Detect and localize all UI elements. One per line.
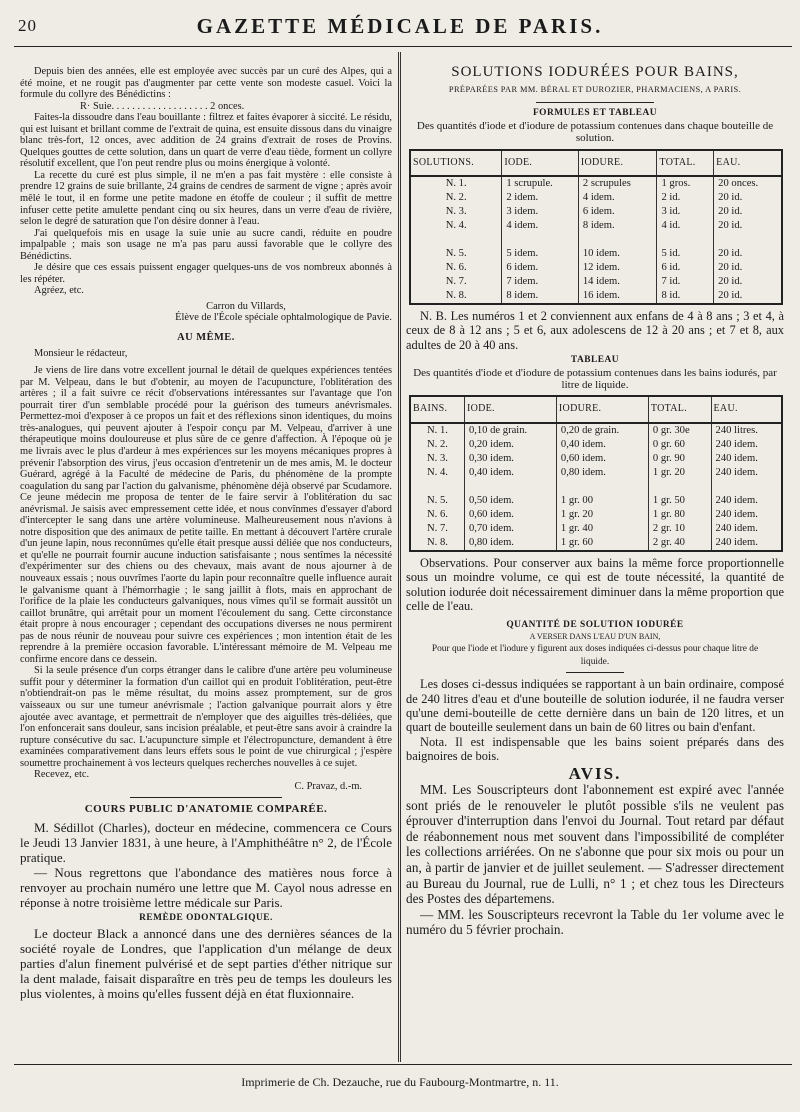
section-heading: COURS PUBLIC D'ANATOMIE COMPARÉE.: [84, 803, 328, 816]
column-header: IODURE.: [578, 150, 657, 176]
row-spacer: [410, 480, 782, 494]
table-cell: 240 idem.: [711, 494, 782, 508]
paragraph: Les doses ci-dessus indiquées se rapportant à un bain ordinaire, composé de 240 litres d'eau et d'une bouteille de solution iodurée, il ne faudra verser qu'une demi-bouteille de cette dernière dans un bain de 120 litres, et un quart de bouteille seulement dans un bain de 60 litres ou bain d'enfant.: [406, 677, 784, 735]
table-cell: N. 3.: [410, 452, 464, 466]
note: N. B. Les numéros 1 et 2 conviennent aux enfans de 4 à 8 ans ; 3 et 4, à ceux de 8 à 12 ans ; 5 et 6, aux adolescens de 12 à 20 ans ; et 7 et 8, aux adultes de 20 à 40 ans.: [406, 309, 784, 352]
column-header: IODE.: [464, 396, 556, 422]
paragraph: La recette du curé est plus simple, il ne m'en a pas fait mystère : elle consiste à prendre 12 grains de suie brillante, 24 grains de cendres de sarment de vigne ; après avoir mêlé le tout, il en forme une petite madone en étoffe de couleur ; il suffit de mettre infuser cette petite amulette pendant cinq ou six heures, dans un verre d'eau de rivière, selon le degré de saturation que l'on désire donner à l'eau.: [20, 169, 392, 228]
table-cell: 10 idem.: [578, 247, 657, 261]
paragraph: Je désire que ces essais puissent engager quelques-uns de vos nombreux abonnés à les répéter.: [20, 262, 392, 285]
table-cell: 0,60 idem.: [464, 508, 556, 522]
signature-title: Élève de l'École spéciale ophtalmologique de Pavie.: [175, 312, 392, 324]
table-solutions: [409, 149, 783, 305]
right-column: [406, 63, 784, 938]
table-row: [410, 423, 782, 438]
paragraph: Nota. Il est indispensable que les bains soient préparés dans des baignoires de bois.: [406, 734, 784, 764]
column-header: TOTAL.: [657, 150, 714, 176]
page-header: [0, 14, 800, 44]
paragraph: J'ai quelquefois mis en usage la suie unie au sucre candi, réduite en poudre impalpable ; mais son usage ne m'a pas paru aussi favorable que le collyre des Bénédictins.: [20, 227, 392, 262]
separator: [536, 102, 654, 103]
table-cell: 1 gr. 00: [556, 494, 648, 508]
table-cell: 1 gr. 50: [648, 494, 711, 508]
table-cell: 6 idem.: [502, 261, 579, 275]
table-row: [410, 536, 782, 551]
article-title: SOLUTIONS IODURÉES POUR BAINS,: [451, 64, 739, 80]
table-row: [410, 522, 782, 536]
table-cell: 4 id.: [657, 219, 714, 233]
table-row: [410, 205, 782, 219]
signature-name: C. Pravaz, d.-m.: [294, 780, 362, 792]
table-cell: 6 idem.: [578, 205, 657, 219]
table-cell: 3 idem.: [502, 205, 579, 219]
paragraph: Si la seule présence d'un corps étranger dans le calibre d'une artère peu volumineuse suffit pour y déterminer la formation d'un caillot qui en produit l'oblitération, peut-être n'obtiendrait-on pas le même résultat, du moins assez promptement, sur de gros vaisseaux ou sur une tumeur anévrismale ; l'action galvanique pourrait alors y être ajoutée avec avantage, et permettrait de n'employer que des aiguilles très-déliées, que l'on enfoncerait sans douleur, sans incision préalable, et peut-être sans avoir à craindre la rupture consécutive du sac. L'acupuncture simple et l'électropuncture, demandent à être examinées comparativement dans leurs effets sous le point de vue chirurgical ; j'espère soumettre prochainement à vos lecteurs quelques recherches nouvelles à ce sujet.: [20, 665, 392, 769]
printer-footer: Imprimerie de Ch. Dezauche, rue du Faubourg-Montmartre, n. 11.: [241, 1075, 559, 1089]
table-cell: 0,80 idem.: [464, 536, 556, 551]
signature-name: Carron du Villards,: [206, 300, 286, 312]
separator: [566, 672, 624, 673]
spacer-cell: [502, 233, 579, 247]
table-cell: N. 1.: [410, 176, 502, 191]
table-cell: 20 id.: [714, 261, 782, 275]
table-cell: 2 gr. 40: [648, 536, 711, 551]
table-row: [410, 289, 782, 304]
table-cell: 5 id.: [657, 247, 714, 261]
table-cell: 0,20 idem.: [464, 438, 556, 452]
table-cell: 1 gr. 20: [648, 466, 711, 480]
header-rule: [14, 46, 792, 47]
spacer-cell: [410, 480, 464, 494]
table-cell: 0 gr. 30e: [648, 423, 711, 438]
table-cell: 7 id.: [657, 275, 714, 289]
separator: [130, 797, 282, 798]
table-cell: 20 id.: [714, 219, 782, 233]
spacer-cell: [410, 233, 502, 247]
table-cell: 4 idem.: [502, 219, 579, 233]
left-column: [20, 66, 392, 1001]
column-header: EAU.: [711, 396, 782, 422]
column-divider: [398, 52, 401, 1062]
notice-paragraph: MM. Les Souscripteurs dont l'abonnement est expiré avec l'année sont priés de le renouveler le plutôt possible s'ils ne veulent pas éprouver d'interruption dans l'envoi du Journal. Tout retard par défaut de réabonnement nous met souvent dans l'impossibilité de compléter les collections arriérées. On ne s'abonne que pour six mois ou pour un an, à partir de janvier et de juillet seulement. — S'adresser directement au Bureau du Journal, rue de Lulli, n° 1 ; et chez tous les Directeurs des Postes des départemens.: [406, 781, 784, 907]
table-cell: 0,60 idem.: [556, 452, 648, 466]
subheading: Pour que l'iode et l'iodure y figurent aux doses indiquées ci-dessus pour chaque litre de liquide.: [431, 644, 759, 667]
table-cell: 0,80 idem.: [556, 466, 648, 480]
table-cell: 240 litres.: [711, 423, 782, 438]
table-cell: 240 idem.: [711, 508, 782, 522]
table-cell: 20 id.: [714, 247, 782, 261]
table-cell: 8 id.: [657, 289, 714, 304]
table-cell: 240 idem.: [711, 466, 782, 480]
table-row: [410, 494, 782, 508]
table-cell: 0 gr. 90: [648, 452, 711, 466]
table-cell: N. 3.: [410, 205, 502, 219]
table-row: [410, 508, 782, 522]
table-cell: N. 5.: [410, 494, 464, 508]
spacer-cell: [556, 480, 648, 494]
table-row: [410, 191, 782, 205]
table-cell: N. 2.: [410, 438, 464, 452]
masthead-title: GAZETTE MÉDICALE DE PARIS.: [196, 14, 604, 38]
table-cell: 240 idem.: [711, 452, 782, 466]
table-cell: 1 gr. 20: [556, 508, 648, 522]
table-cell: N. 8.: [410, 289, 502, 304]
table-cell: N. 8.: [410, 536, 464, 551]
column-header: IODURE.: [556, 396, 648, 422]
table-row: [410, 261, 782, 275]
table-cell: 12 idem.: [578, 261, 657, 275]
spacer-cell: [648, 480, 711, 494]
table-row: [410, 176, 782, 191]
table-row: [410, 466, 782, 480]
section-heading: REMÈDE ODONTALGIQUE.: [139, 912, 273, 923]
table-caption: Des quantités d'iode et d'iodure de potassium contenues dans chaque bouteille de solution.: [416, 119, 774, 145]
paragraph: Faites-la dissoudre dans l'eau bouillante : filtrez et faites évaporer à siccité. Le résidu, qui est luisant et brillant comme de l'extrait de quina, est ensuite dissous dans du vinaigre blanc très-fort, 12 onces, avec addition de 24 grains d'extrait de roses de Provins. Quelques gouttes de cette solution, dans un quart de verre d'eau tiède, forment un collyre résolutif excellent, que l'on peut rendre plus ou moins énergique à volonté.: [20, 112, 392, 170]
table-cell: 240 idem.: [711, 536, 782, 551]
table-cell: 20 onces.: [714, 176, 782, 191]
table-row: [410, 219, 782, 233]
page-number: 20: [18, 16, 37, 35]
table-cell: 1 gros.: [657, 176, 714, 191]
column-header: SOLUTIONS.: [410, 150, 502, 176]
notice-heading: AVIS.: [568, 763, 622, 783]
table-cell: 0,30 idem.: [464, 452, 556, 466]
table-cell: 20 id.: [714, 289, 782, 304]
table-cell: 8 idem.: [502, 289, 579, 304]
table-cell: 0,10 de grain.: [464, 423, 556, 438]
salutation: Monsieur le rédacteur,: [34, 347, 128, 359]
recipe-line: R· Suie. . . . . . . . . . . . . . . . . . . 2 onces.: [80, 100, 245, 112]
table-row: [410, 452, 782, 466]
subheading: A VERSER DANS L'EAU D'UN BAIN,: [529, 631, 661, 641]
spacer-cell: [464, 480, 556, 494]
table-cell: 2 idem.: [502, 191, 579, 205]
table-cell: 7 idem.: [502, 275, 579, 289]
table-cell: 240 idem.: [711, 438, 782, 452]
table-cell: 20 id.: [714, 191, 782, 205]
closing: Agréez, etc.: [34, 285, 84, 297]
table-cell: 2 scrupules: [578, 176, 657, 191]
notice-paragraph: — MM. les Souscripteurs recevront la Table du 1er volume avec le numéro du 5 février prochain.: [406, 906, 784, 938]
paragraph: M. Sédillot (Charles), docteur en médecine, commencera ce Cours le Jeudi 13 Janvier 1831, à une heure, à l'Amphithéâtre n° 2, de l'École pratique.: [20, 819, 392, 865]
table-cell: 20 id.: [714, 275, 782, 289]
table-cell: 0,40 idem.: [464, 466, 556, 480]
column-header: IODE.: [502, 150, 579, 176]
table-cell: N. 4.: [410, 466, 464, 480]
table-row: [410, 247, 782, 261]
spacer-cell: [714, 233, 782, 247]
table-cell: N. 4.: [410, 219, 502, 233]
table-cell: 3 id.: [657, 205, 714, 219]
table-caption: Des quantités d'iode et d'iodure de potassium contenues dans les bains iodurés, par litre de liquide.: [413, 366, 777, 392]
paragraph: Je viens de lire dans votre excellent journal le détail de quelques expériences tentées par M. Velpeau, dans le but d'obtenir, au moyen de l'acupuncture, l'oblitération des artères ; il a fait suivre ce récit d'observations intéressantes sur l'avantage que l'on pourrait tirer d'un semblable procédé pour la guérison des tumeurs anévrismales. Permettez-moi d'exposer à ce propos un fait et des réflexions sinon identiques, du moins très-analogues, qui peuvent ajouter à l'espoir conçu par M. Velpeau, d'arriver à une thérapeutique moins douloureuse et plus sûre de ce genre d'affection. À l'époque où je me livrais avec le plus d'ardeur à mes expériences sur les moyens mécaniques propres à prévenir l'absorption des virus, j'eus occasion d'entretenir un de mes amis, M. le docteur Guérard, agrégé à la Faculté de médecine de Paris, du phénomène de la prompte coagulation du sang par l'action du galvanisme, phénomène déjà observé par Scudamore. Ce jeune médecin me proposa de tenter de le faire servir à l'oblitération du sac anévrismal. Je saisis avec empressement cette idée, et nous convînmes d'essayer d'abord d'intercepter le sang dans une artère volumineuse. Malheureusement nous n'avions à notre disposition que des animaux de petite taille. En mettant à découvert l'artère crurale d'un jeune lapin, nous reconnûmes qu'elle était presque aussi déliée que nos conducteurs, et qu'elle ne pourrait fournir aucune induction satisfaisante ; nous sentîmes la nécessité d'expérimenter sur des chiens ou des chevaux, mais avant de nous ajourner à de nouveaux essais ; nous ouvrîmes l'aorte du lapin pour reconnaître quelle influence aurait le galvanisme quant à l'hémorrhagie ; le sang jaillit à flots, mais en approchant de l'orifice de la plaie les conducteurs galvaniques, nous vîmes qu'il se formait aussitôt un caillot brunâtre, qui arrêtait pour un moment l'écoulement du sang. Cette circonstance était propre à nous encourager ; cependant des occupations diverses ne nous permirent pas de nous réunir de nouveau pour suivre ces expériences ; mon intention était de les reprendre à la première occasion favorable. L'intéressant mémoire de M. Velpeau me confirme encore dans ce dessein.: [20, 365, 392, 665]
table-cell: 0,20 de grain.: [556, 423, 648, 438]
table-cell: 16 idem.: [578, 289, 657, 304]
table-row: [410, 275, 782, 289]
table-cell: 0,50 idem.: [464, 494, 556, 508]
article-subtitle: PRÉPARÉES PAR MM. BÉRAL ET DUROZIER, PHARMACIENS, A PARIS.: [448, 85, 742, 94]
spacer-cell: [578, 233, 657, 247]
table-cell: 5 idem.: [502, 247, 579, 261]
spacer-cell: [711, 480, 782, 494]
table-cell: N. 7.: [410, 522, 464, 536]
footer-rule: [14, 1064, 792, 1065]
table-cell: 1 gr. 80: [648, 508, 711, 522]
column-header: TOTAL.: [648, 396, 711, 422]
table-cell: 8 idem.: [578, 219, 657, 233]
column-header: EAU.: [714, 150, 782, 176]
table-cell: 2 id.: [657, 191, 714, 205]
section-heading: TABLEAU: [570, 355, 620, 366]
table-cell: 2 gr. 10: [648, 522, 711, 536]
table-cell: N. 5.: [410, 247, 502, 261]
section-heading: FORMULES ET TABLEAU: [532, 108, 658, 119]
column-header: BAINS.: [410, 396, 464, 422]
table-cell: 0 gr. 60: [648, 438, 711, 452]
table-cell: N. 6.: [410, 261, 502, 275]
paragraph: — Nous regrettons que l'abondance des matières nous force à renvoyer au prochain numéro une lettre que M. Cayol nous adresse en réponse à notre troisième lettre médicale sur Paris.: [20, 864, 392, 910]
paragraph: Depuis bien des années, elle est employée avec succès par un curé des Alpes, qui a été moine, et ne rougit pas d'augmenter par cette vente son modeste casuel. Voici la formule du collyre des Bénédictins :: [20, 66, 392, 101]
table-cell: N. 1.: [410, 423, 464, 438]
section-heading: QUANTITÉ DE SOLUTION IODURÉE: [506, 619, 684, 630]
section-heading: AU MÊME.: [177, 332, 235, 344]
table-cell: 0,40 idem.: [556, 438, 648, 452]
spacer-cell: [657, 233, 714, 247]
table-row: [410, 438, 782, 452]
row-spacer: [410, 233, 782, 247]
table-cell: 1 gr. 40: [556, 522, 648, 536]
table-cell: 20 id.: [714, 205, 782, 219]
table-cell: 1 scrupule.: [502, 176, 579, 191]
table-cell: 6 id.: [657, 261, 714, 275]
table-cell: 0,70 idem.: [464, 522, 556, 536]
observations: Observations. Pour conserver aux bains la même force proportionnelle sous un moindre volume, ce qui est de toute nécessité, la quantité de solution iodurée doit nécessairement diminuer dans la même proportion que celle de l'eau.: [406, 555, 784, 614]
table-cell: N. 6.: [410, 508, 464, 522]
table-cell: 240 idem.: [711, 522, 782, 536]
table-cell: 1 gr. 60: [556, 536, 648, 551]
table-cell: N. 7.: [410, 275, 502, 289]
table-cell: 4 idem.: [578, 191, 657, 205]
table-baths: [409, 395, 783, 551]
closing: Recevez, etc.: [34, 769, 90, 781]
table-cell: N. 2.: [410, 191, 502, 205]
table-cell: 14 idem.: [578, 275, 657, 289]
paragraph: Le docteur Black a annoncé dans une des dernières séances de la société royale de Londres, que l'application d'un mélange de deux parties d'alun finement pulvérisé et de sept parties d'éther nitrique sur la dent malade, faisait disparaître en très peu de temps les douleurs les plus violentes, à moins qu'elles fussent déjà en état fluxionnaire.: [20, 926, 392, 1002]
